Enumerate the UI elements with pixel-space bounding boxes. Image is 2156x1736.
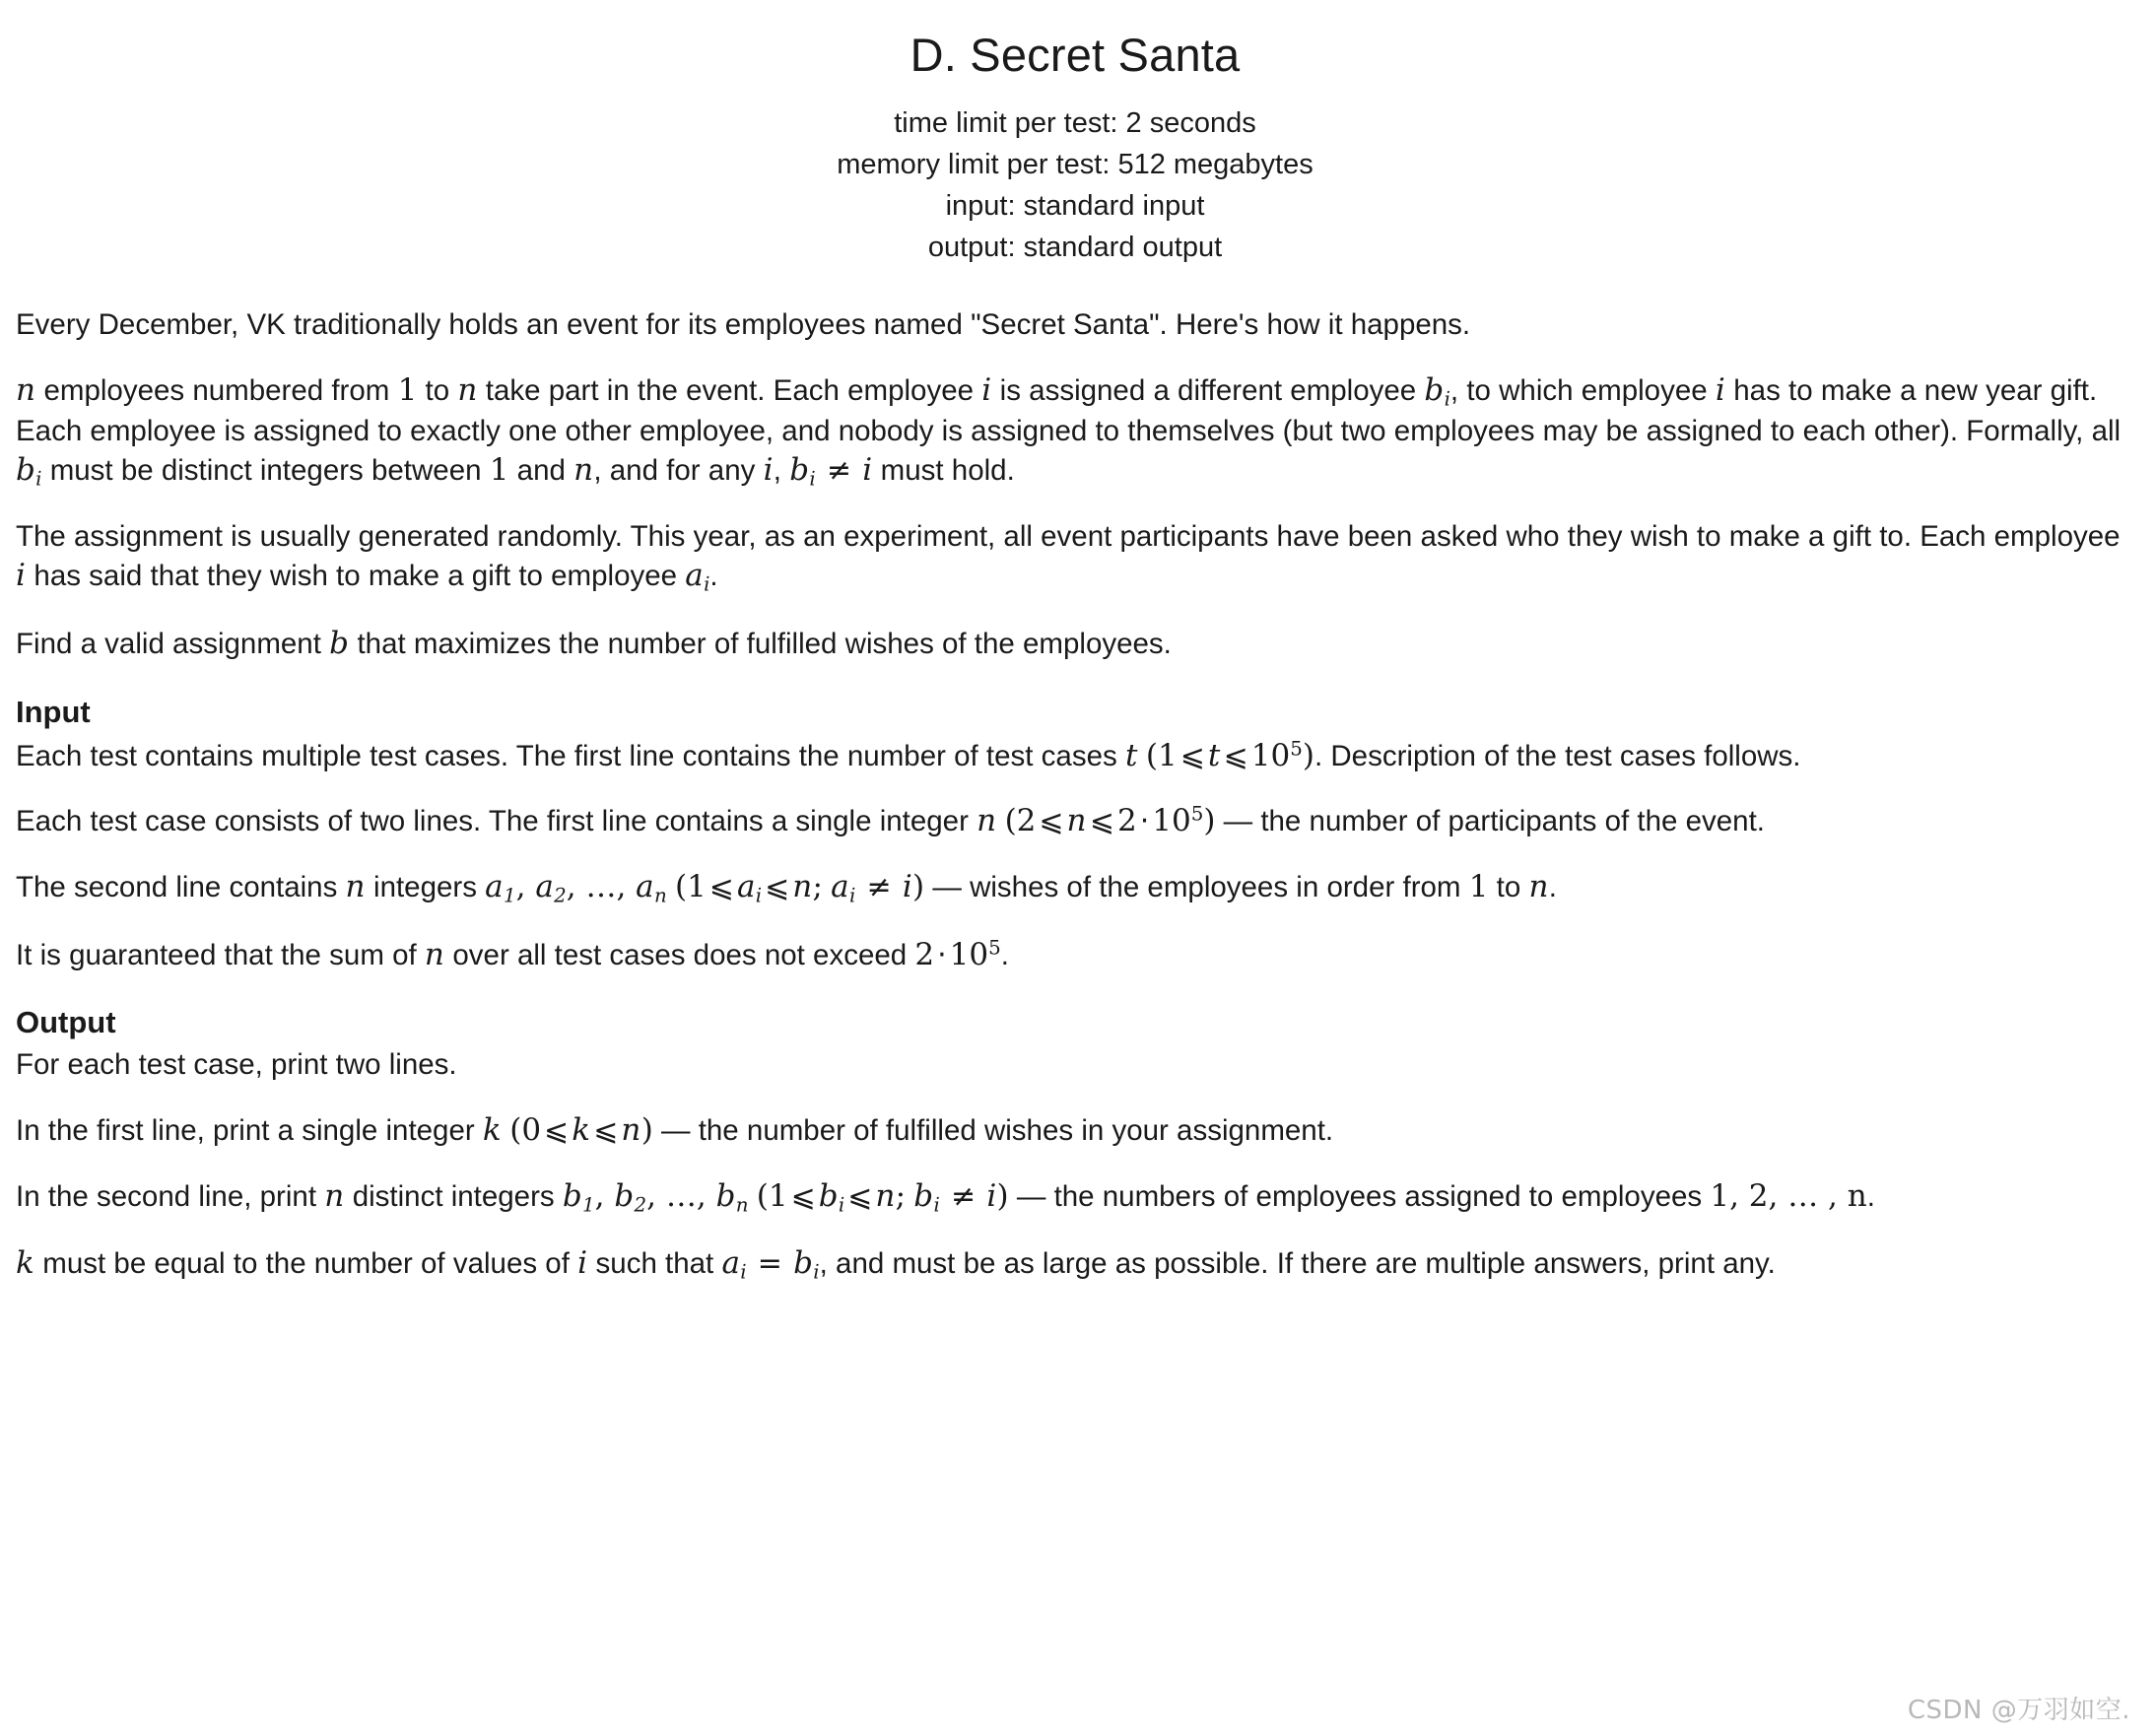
- var-b: b: [329, 625, 350, 661]
- var-n: n: [457, 372, 478, 409]
- input-section-heading: Input: [16, 694, 91, 729]
- input-paragraph-4: It is guaranteed that the sum of n over all test cases does not exceed $2 \cdot 10^5$.: [16, 936, 1009, 972]
- var-t: t: [1124, 737, 1138, 773]
- output-paragraph-2: In the first line, print a single integer k (0 ⩽k ⩽n) — the number of fulfilled wishes in your assignment.: [16, 1112, 1334, 1149]
- output-paragraph-1: For each test case, print two lines.: [16, 1048, 457, 1082]
- var-a-sub-i: $a_i$: [685, 558, 710, 596]
- page-title: D. Secret Santa: [910, 29, 1241, 81]
- statement-paragraph-4: Find a valid assignment b that maximizes the number of fulfilled wishes of the employees.: [16, 625, 1172, 661]
- var-n: n: [875, 1177, 896, 1214]
- not-equal-operator: ≠: [866, 870, 892, 905]
- paren-close: ): [1203, 803, 1216, 839]
- paren-open: (: [1004, 803, 1017, 839]
- output-paragraph-3: In the second line, print n distinct integers $b_1$, $b_2$, …, $b_n$ (1 $⩽b_i$ ⩽n; $b_i \ne i$) — the numbers of employees assigned to employees 1, 2, … , n.: [16, 1177, 1875, 1217]
- less-equal-operator: ⩽: [765, 870, 790, 905]
- var-t: t: [1207, 737, 1221, 773]
- var-b-sub-i: $b_i$: [16, 452, 42, 491]
- var-i: i: [577, 1245, 588, 1282]
- less-equal-operator: ⩽: [593, 1113, 619, 1149]
- paren-close: ): [640, 1112, 653, 1149]
- var-b-sub-1: $b_1$: [562, 1177, 595, 1217]
- ellipsis: …: [585, 869, 617, 905]
- var-i: i: [1715, 372, 1726, 409]
- var-k: k: [482, 1112, 502, 1149]
- statement-paragraph-1: Every December, VK traditionally holds an event for its employees named "Secret Santa". Here's how it happens.: [16, 308, 1471, 342]
- var-i: i: [902, 869, 913, 905]
- num-one: 1: [687, 869, 707, 905]
- var-n: n: [573, 452, 594, 489]
- em-dash: —: [932, 871, 962, 904]
- not-equal-operator: ≠: [950, 1178, 977, 1214]
- less-equal-operator: ⩽: [790, 1178, 816, 1214]
- input-paragraph-1: Each test contains multiple test cases. The first line contains the number of test cases t (1 ⩽t $⩽10^5$). Description of the test cases follows.: [16, 737, 1801, 773]
- not-equal-operator: ≠: [826, 453, 852, 489]
- output-section-heading: Output: [16, 1005, 116, 1040]
- paren-close: ): [996, 1177, 1009, 1214]
- time-limit: time limit per test: 2 seconds: [894, 107, 1256, 140]
- less-equal-operator: ⩽: [1089, 804, 1114, 839]
- var-b-sub-i: $b_i$: [1424, 372, 1450, 411]
- var-n: n: [16, 372, 36, 409]
- comma: ,: [616, 869, 637, 905]
- var-a-sub-1: $a_1$: [485, 869, 516, 907]
- cdot-operator: ·: [937, 937, 947, 972]
- var-b-sub-i: $b_i$: [793, 1245, 820, 1284]
- less-equal-operator: ⩽: [1039, 804, 1064, 839]
- comma: ,: [696, 1177, 716, 1214]
- var-b-sub-i: $b_i$: [789, 452, 816, 491]
- var-i: i: [981, 372, 992, 409]
- paren-close: ): [912, 869, 925, 905]
- comma: ,: [594, 1177, 615, 1214]
- statement-paragraph-2: n employees numbered from 1 to n take part in the event. Each employee i is assigned a different employee $b_i$, to which employee i has to make a new year gift. Each employee is assigned to exactly one other employee, and nobody is assigned to themselves (but two employees may be assigned to each other). Formally, all $b_i$ must be distinct integers between 1 and n, and for any i, $b_i \ne i$ must hold.: [16, 372, 2122, 491]
- var-b-sub-n: $b_n$: [715, 1177, 749, 1217]
- power-ten: $10^5$: [949, 936, 1001, 972]
- index-sequence: 1, 2, … , n: [1710, 1177, 1867, 1214]
- num-two: 2: [1116, 803, 1137, 839]
- num-two: 2: [914, 936, 935, 972]
- var-a-sub-2: $a_2$: [535, 869, 567, 907]
- var-n: n: [977, 803, 997, 839]
- em-dash: —: [1016, 1179, 1046, 1213]
- var-n: n: [792, 869, 813, 905]
- comma: ,: [566, 869, 586, 905]
- num-one: 1: [1158, 737, 1178, 773]
- input-paragraph-2: Each test case consists of two lines. The first line contains a single integer n (2 ⩽n ⩽2 $\cdot 10^5$) — the number of participants of the event.: [16, 803, 1765, 839]
- num-one: 1: [1468, 869, 1489, 905]
- problem-limits: [16, 103, 2134, 269]
- paren-open: (: [1145, 737, 1159, 773]
- num-one: 1: [768, 1177, 788, 1214]
- paren-close: ): [1302, 737, 1314, 773]
- input-source: input: standard input: [945, 190, 1205, 223]
- var-n: n: [424, 936, 445, 972]
- var-n: n: [621, 1112, 641, 1149]
- var-i: i: [986, 1177, 997, 1214]
- less-equal-operator: ⩽: [847, 1178, 873, 1214]
- var-a-sub-i: $a_i$: [736, 869, 763, 907]
- equals-operator: =: [757, 1246, 782, 1282]
- var-n: n: [345, 869, 366, 905]
- comma: ,: [646, 1177, 666, 1214]
- csdn-watermark: CSDN @万羽如空.: [1907, 1696, 2130, 1725]
- paren-open: (: [509, 1112, 522, 1149]
- statement-body: [16, 285, 2134, 1285]
- output-paragraph-4: k must be equal to the number of values of i such that $a_i = b_i$, and must be as large as possible. If there are multiple answers, print any.: [16, 1245, 1776, 1284]
- paren-open: (: [756, 1177, 769, 1214]
- statement-paragraph-3: The assignment is usually generated randomly. This year, as an experiment, all event participants have been asked who they wish to make a gift to. Each employee i has said that they wish to make a gift to employee $a_i$.: [16, 519, 2121, 596]
- less-equal-operator: ⩽: [708, 870, 734, 905]
- var-a-sub-i: $a_i$: [721, 1245, 747, 1284]
- num-two: 2: [1016, 803, 1037, 839]
- paren-open: (: [674, 869, 688, 905]
- var-a-sub-i: $a_i$: [831, 869, 856, 907]
- num-one: 1: [489, 452, 509, 489]
- var-k: k: [572, 1112, 591, 1149]
- semicolon: ;: [895, 1177, 907, 1214]
- less-equal-operator: ⩽: [1223, 738, 1248, 773]
- var-i: i: [862, 452, 873, 489]
- input-paragraph-3: The second line contains n integers $a_1$, $a_2$, …, $a_n$ (1 $⩽a_i$ ⩽n; $a_i \ne i$) — wishes of the employees in order from 1 to n.: [16, 869, 1557, 907]
- power-ten: $10^5$: [1250, 737, 1303, 773]
- num-one: 1: [397, 372, 418, 409]
- em-dash: —: [1223, 805, 1253, 838]
- var-n: n: [1528, 869, 1549, 905]
- comma: ,: [515, 869, 536, 905]
- var-n: n: [324, 1177, 345, 1214]
- var-k: k: [16, 1245, 35, 1282]
- memory-limit: memory limit per test: 512 megabytes: [837, 149, 1314, 181]
- cdot-operator: ·: [1139, 804, 1150, 839]
- power-ten: $10^5$: [1152, 803, 1204, 839]
- num-zero: 0: [521, 1112, 542, 1149]
- var-n: n: [1066, 803, 1087, 839]
- less-equal-operator: ⩽: [1179, 738, 1205, 773]
- var-b-sub-i: $b_i$: [913, 1177, 940, 1217]
- var-b-sub-i: $b_i$: [818, 1177, 845, 1217]
- var-a-sub-n: $a_n$: [636, 869, 667, 907]
- var-i: i: [763, 452, 774, 489]
- var-b-sub-2: $b_2$: [614, 1177, 647, 1217]
- ellipsis: …: [665, 1177, 697, 1214]
- semicolon: ;: [812, 869, 823, 905]
- output-source: output: standard output: [927, 232, 1223, 264]
- em-dash: —: [661, 1114, 691, 1148]
- less-equal-operator: ⩽: [544, 1113, 570, 1149]
- var-i: i: [16, 558, 27, 594]
